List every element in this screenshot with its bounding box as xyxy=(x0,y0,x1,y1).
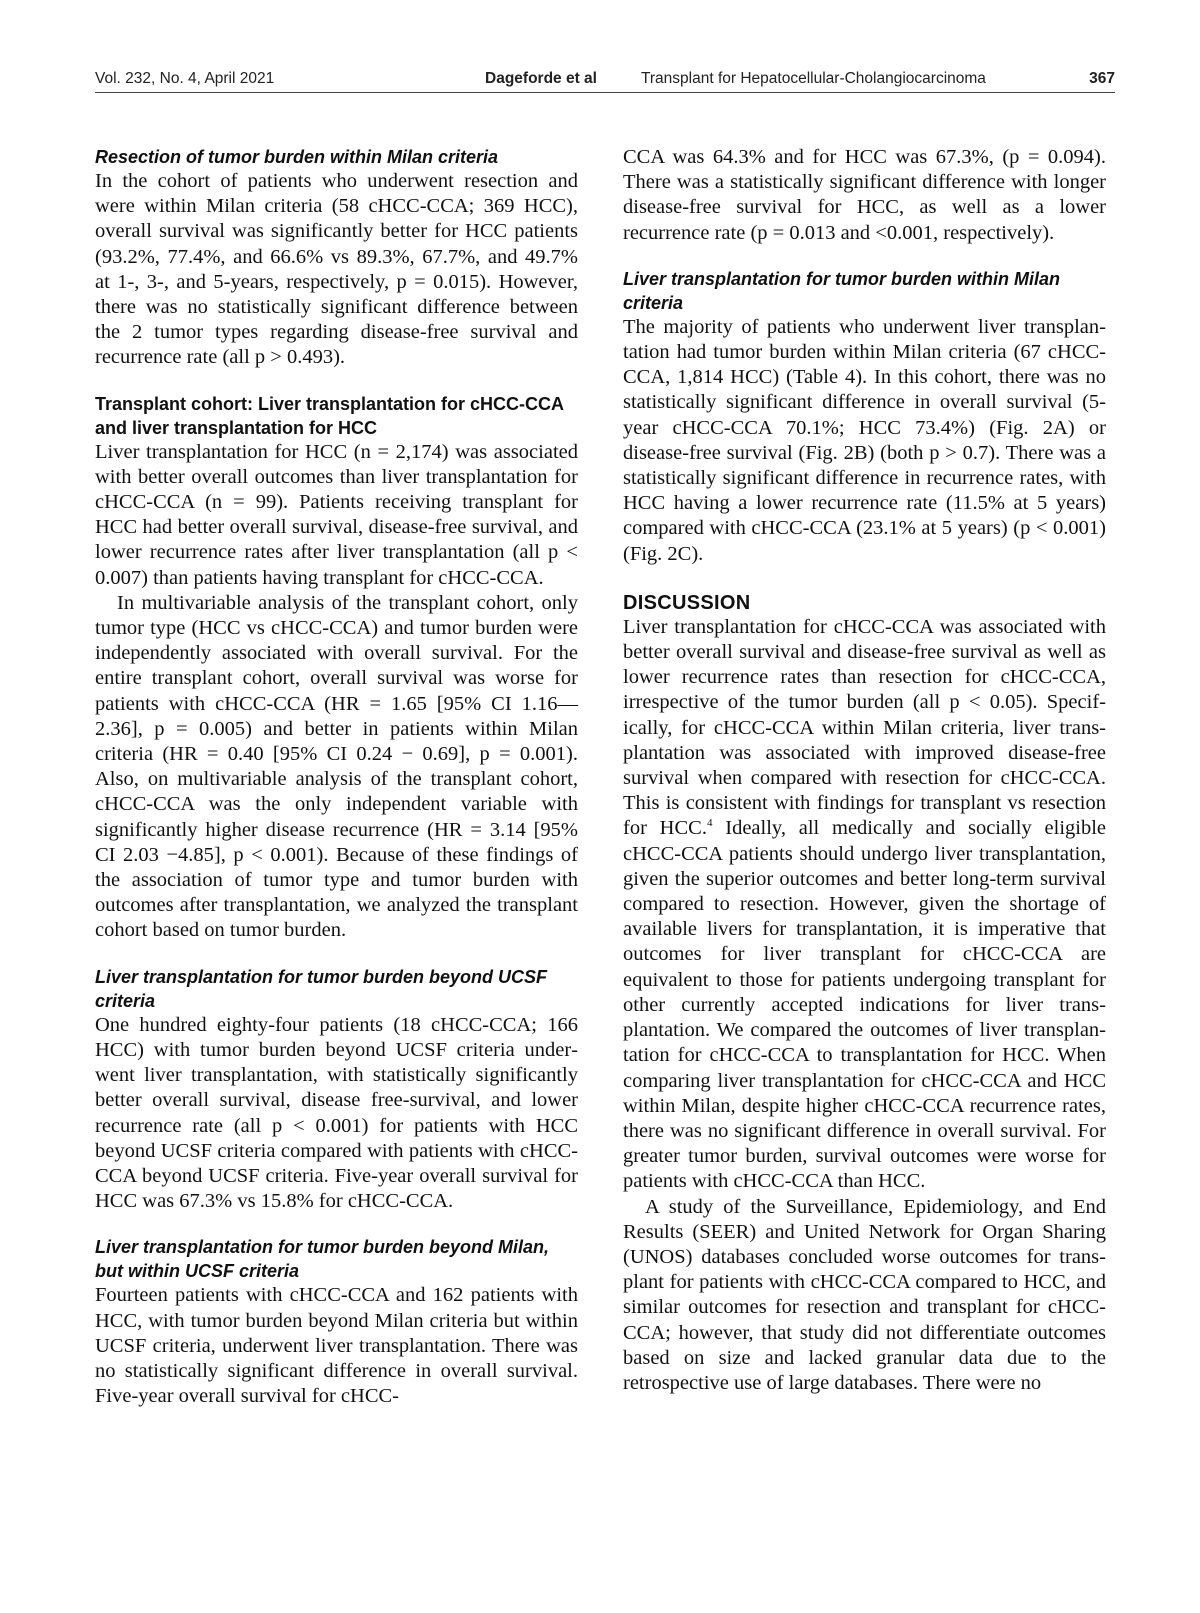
paragraph: In the cohort of patients who underwent resection and were within Milan criteria (58 cHCC-CCA; 369 HCC), overall survival was significantly better for HCC patients (93.2%, 77.4%, and 66.6% vs 89.3%, 67.7%, and 49.7% at 1-, 3-, and 5-years, respectively, p = 0.015). However, there was no statistically significant difference between the 2 tumor types regarding disease-free survival and recurrence rate (all p > 0.493). xyxy=(95,170,578,369)
header-rule xyxy=(95,92,1115,93)
reference-marker: 4 xyxy=(706,817,713,830)
paragraph: Liver transplantation for HCC (n = 2,174) was associated with better overall outcomes than liver transplantation for cHCC-CCA (n = 99). Patients receiving transplant for HCC had better overall survival, disease-free survival, and lower recurrence rates after liver transplantation (all p < 0.007) than patients having transplant for cHCC-CCA. xyxy=(95,440,578,589)
section-heading-beyond-ucsf: Liver transplantation for tumor burden beyond UCSF criteria xyxy=(95,966,548,1011)
section-heading-beyond-milan-within-ucsf: Liver transplantation for tumor burden beyond Milan, but within UCSF criteria xyxy=(95,1237,550,1282)
left-column xyxy=(95,145,578,1409)
section-heading-transplant-cohort: Transplant cohort: Liver transplantation for cHCC-CCA and liver transplantation for HCC xyxy=(95,393,564,438)
journal-issue: Vol. 232, No. 4, April 2021 xyxy=(95,70,275,87)
paragraph: In multivariable analysis of the transplant cohort, only tumor type (HCC vs cHCC-CCA) and tumor burden were independently associated with overall survival. For the entire transplant cohort, overall survival was worse for patients with cHCC-CCA (HR = 1.65 [95% CI 1.16— 2.36], p = 0.005) and better in patients within Milan criteria (HR = 0.40 [95% CI 0.24 − 0.69], p = 0.001). Also, on multivariable analysis of the transplant cohort, cHCC-CCA was the only independent variable with significantly higher disease recurrence (HR = 3.14 [95% CI 2.03 −4.85], p < 0.001). Because of these findings of the association of tumor type and tumor burden with outcomes after transplantation, we analyzed the transplant cohort based on tumor burden. xyxy=(95,591,578,942)
paragraph xyxy=(623,615,1106,1195)
paragraph-text: Ideally, all medically and socially eligible cHCC-CCA patients should undergo liver transplantation, given the superior outcomes and better long-term survival compared to resection. However, given the shortage of available livers for transplantation, it is imperative that outcomes for liver transplant for cHCC-CCA are equivalent to those for patients undergoing transplant for other currently accepted indications for liver transplantation. We compared the outcomes of liver transplantation for cHCC-CCA to transplantation for HCC. When comparing liver transplantation for cHCC-CCA and HCC within Milan, despite higher cHCC-CCA recurrence rates, there was no significant difference in overall survival. For greater tumor burden, survival outcomes were worse for patients with cHCC-CCA than HCC. xyxy=(623,817,1106,1193)
right-column xyxy=(623,145,1106,1396)
running-title: Transplant for Hepatocellular-Cholangiocarcinoma xyxy=(641,70,986,87)
paragraph: A study of the Surveillance, Epidemiology, and End Results (SEER) and United Network for Organ Sharing (UNOS) databases concluded worse outcomes for transplant for patients with cHCC-CCA compared to HCC, and similar outcomes for resection and transplant for cHCC-CCA; however, that study did not differentiate outcomes based on size and lacked granular data due to the retrospective use of large databases. There were no xyxy=(623,1195,1106,1394)
paragraph: CCA was 64.3% and for HCC was 67.3%, (p = 0.094). There was a statistically significant difference with longer disease-free survival for HCC, as well as a lower recurrence rate (p = 0.013 and <0.001, respectively). xyxy=(623,146,1106,244)
paragraph: One hundred eighty-four patients (18 cHCC-CCA; 166 HCC) with tumor burden beyond UCSF criteria underwent liver transplantation, with statistically significantly better overall survival, disease free-survival, and lower recurrence rate (all p < 0.001) for patients with HCC beyond UCSF criteria compared with patients with cHCC-CCA beyond UCSF criteria. Five-year overall survival for HCC was 67.3% vs 15.8% for cHCC-CCA. xyxy=(95,1013,578,1213)
running-header xyxy=(95,64,1115,94)
author-line: Dageforde et al xyxy=(485,70,597,87)
paragraph: Fourteen patients with cHCC-CCA and 162 patients with HCC, with tumor burden beyond Milan criteria but within UCSF criteria, underwent liver transplantation. There was no statistically significant difference in overall survival. Five-year overall survival for cHCC- xyxy=(95,1284,578,1408)
section-heading-within-milan: Liver transplantation for tumor burden within Milan criteria xyxy=(623,268,1061,313)
paragraph-text: Liver transplantation for cHCC-CCA was associated with better overall survival and disease-free survival as well as lower recurrence rates than resection for cHCC-CCA, irrespective of the tumor burden (all p < 0.05). Specifically, for cHCC-CCA within Milan criteria, liver transplantation was associated with improved disease-free survival when compared with resection for cHCC-CCA. This is consistent with findings for transplant vs resection for HCC. xyxy=(623,615,1106,840)
paragraph: The majority of patients who underwent liver transplantation had tumor burden within Milan criteria (67 cHCC-CCA, 1,814 HCC) (Table 4). In this cohort, there was no statistically significant difference in overall survival (5-year cHCC-CCA 70.1%; HCC 73.4%) (Fig. 2A) or disease-free survival (Fig. 2B) (both p > 0.7). There was a statistically significant difference in recurrence rates, with HCC having a lower recurrence rate (11.5% at 5 years) compared with cHCC-CCA (23.1% at 5 years) (p < 0.001) (Fig. 2C). xyxy=(623,315,1106,565)
page-number: 367 xyxy=(1089,70,1115,87)
discussion-heading: DISCUSSION xyxy=(623,591,751,614)
section-heading-resection-milan: Resection of tumor burden within Milan criteria xyxy=(95,147,499,167)
